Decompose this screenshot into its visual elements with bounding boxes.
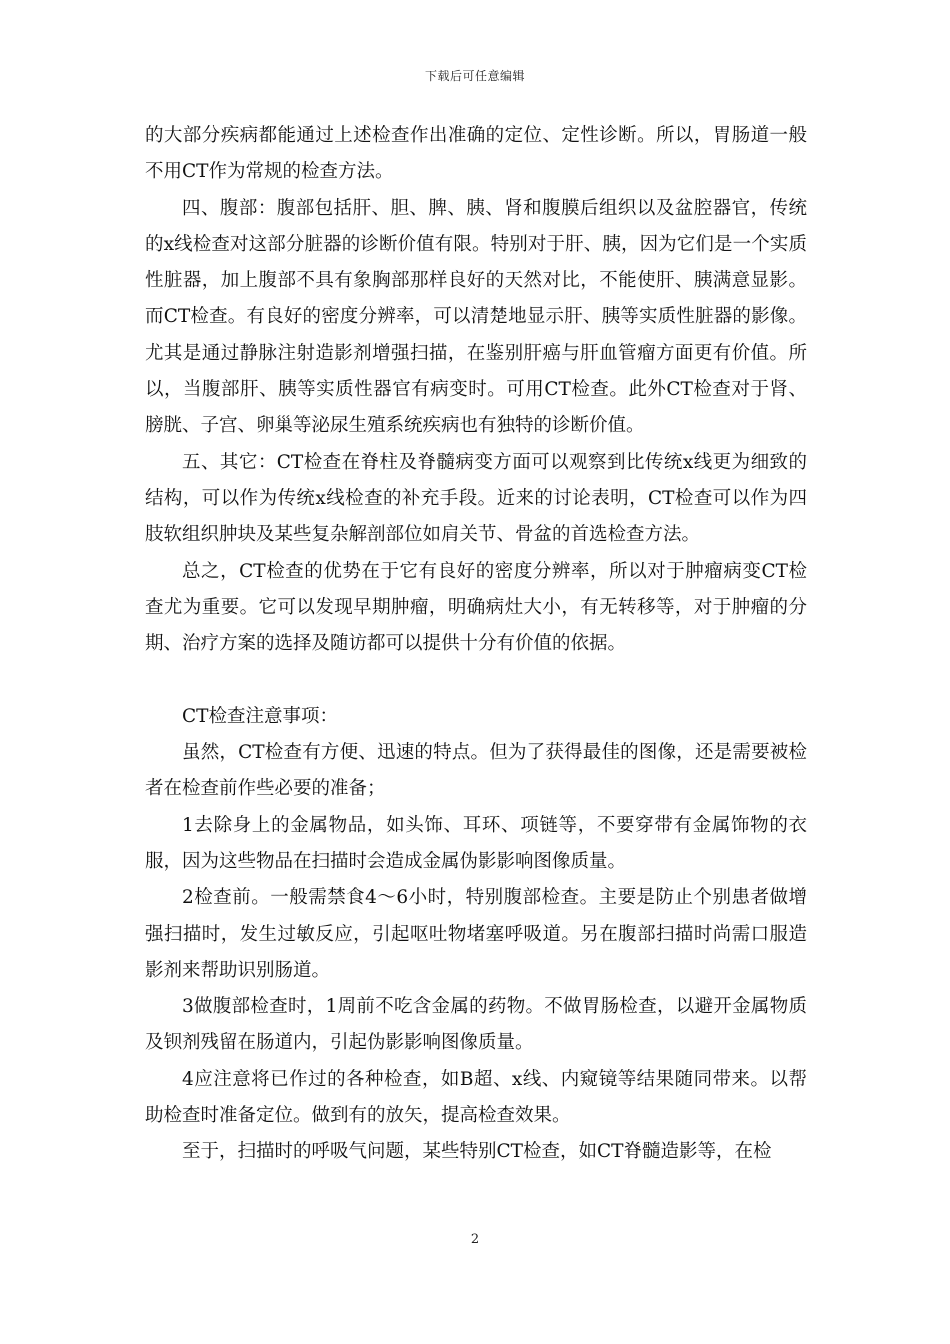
paragraph-breathing: 至于，扫描时的呼吸气问题，某些特别CT检查，如CT脊髓造影等，在检 xyxy=(182,1141,772,1163)
section-heading: CT检查注意事项： xyxy=(182,705,338,727)
paragraph-continuation: 的大部分疾病都能通过上述检查作出准确的定位、定性诊断。所以，胃肠道一般不用CT作为常规的检查方法。 xyxy=(145,125,807,183)
blank-line xyxy=(145,662,807,698)
list-item-4: 4应注意将已作过的各种检查，如B超、x线、内窥镜等结果随同带来。以帮助检查时准备定位。做到有的放矢，提高检查效果。 xyxy=(145,1068,807,1127)
paragraph-summary: 总之，CT检查的优势在于它有良好的密度分辨率，所以对于肿瘤病变CT检查尤为重要。它可以发现早期肿瘤，明确病灶大小，有无转移等，对于肿瘤的分期、治疗方案的选择及随访都可以提供十分有价值的依据。 xyxy=(145,560,807,655)
page-number: 2 xyxy=(470,1232,480,1247)
list-item-1: 1去除身上的金属物品，如头饰、耳环、项链等，不要穿带有金属饰物的衣服，因为这些物品在扫描时会造成金属伪影影响图像质量。 xyxy=(145,814,807,872)
paragraph-abdomen: 四、腹部：腹部包括肝、胆、脾、胰、肾和腹膜后组织以及盆腔器官，传统的x线检查对这部分脏器的诊断价值有限。特别对于肝、胰，因为它们是一个实质性脏器，加上腹部不具有象胸部那样良好的天然对比，不能使肝、胰满意显影。而CT检查。有良好的密度分辨率，可以清楚地显示肝、胰等实质性脏器的影像。尤其是通过静脉注射造影剂增强扫描，在鉴别肝癌与肝血管瘤方面更有价值。所以，当腹部肝、胰等实质性器官有病变时。可用CT检查。此外CT检查对于肾、膀胱、子宫、卵巢等泌尿生殖系统疾病也有独特的诊断价值。 xyxy=(145,197,807,437)
document-body xyxy=(145,118,807,1171)
list-item-3: 3做腹部检查时，1周前不吃含金属的药物。不做胃肠检查，以避开金属物质及钡剂残留在肠道内，引起伪影影响图像质量。 xyxy=(145,996,807,1054)
paragraph-intro: 虽然，CT检查有方便、迅速的特点。但为了获得最佳的图像，还是需要被检者在检查前作些必要的准备； xyxy=(145,742,807,800)
page-header: 下载后可任意编辑 xyxy=(424,69,525,83)
list-item-2: 2检查前。一般需禁食4～6小时，特别腹部检查。主要是防止个别患者做增强扫描时，发生过敏反应，引起呕吐物堵塞呼吸道。另在腹部扫描时尚需口服造影剂来帮助识别肠道。 xyxy=(145,887,807,981)
paragraph-other: 五、其它：CT检查在脊柱及脊髓病变方面可以观察到比传统x线更为细致的结构，可以作为传统x线检查的补充手段。近来的讨论表明，CT检查可以作为四肢软组织肿块及某些复杂解剖部位如肩关节、骨盆的首选检查方法。 xyxy=(145,451,807,546)
